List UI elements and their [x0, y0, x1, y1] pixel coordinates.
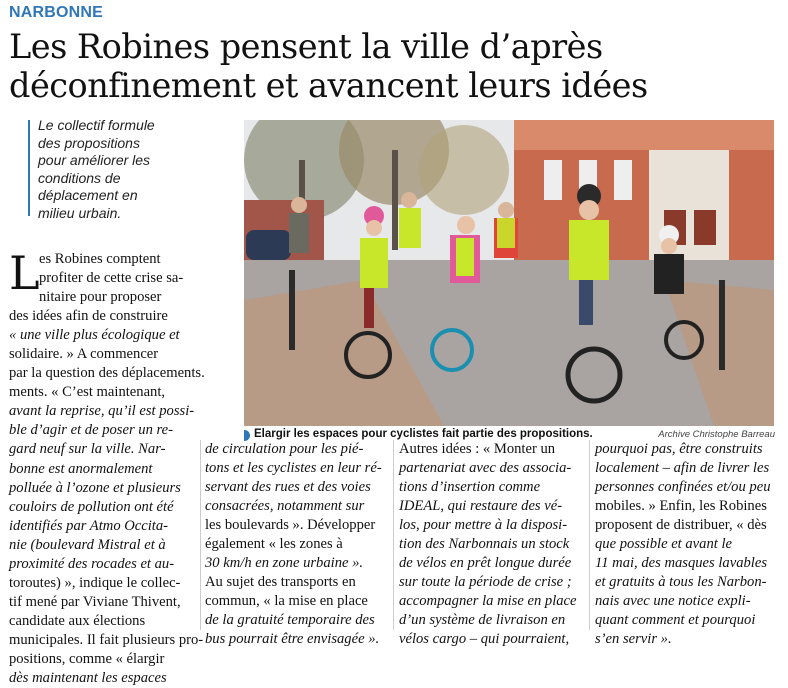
- chapeau-line: déplacement en: [38, 187, 138, 203]
- article-line: commun, « la mise en place: [205, 593, 368, 610]
- article-column-2: [205, 440, 391, 650]
- article-line: Au sujet des transports en: [205, 574, 356, 591]
- column-rule: [393, 440, 394, 630]
- article-line: localement – afin de livrer les: [595, 460, 770, 477]
- article-line: ments. « C’est maintenant,: [9, 384, 166, 401]
- article-line: personnes confinées et/ou peu: [595, 479, 771, 496]
- column-rule: [589, 440, 590, 630]
- article-line: tif mené par Viviane Thivent,: [9, 593, 181, 610]
- article-column-1: [9, 246, 205, 688]
- caption-text: Elargir les espaces pour cyclistes fait partie des propositions.: [254, 428, 593, 440]
- article-line: que possible et avant le: [595, 536, 732, 553]
- article-line: s’en servir ».: [595, 631, 672, 648]
- article-line: es Robines comptent: [39, 251, 161, 267]
- article-line: vélos cargo – qui pourraient,: [399, 631, 570, 648]
- article-line: quant comment et pourquoi: [595, 612, 756, 629]
- article-line: accompagner la mise en place: [399, 593, 577, 610]
- article-line: et gratuits à tous les Narbon-: [595, 574, 767, 591]
- chapeau-rule: [28, 120, 30, 216]
- article-line: solidaire. » A commencer: [9, 346, 159, 363]
- article-line: d’un système de livraison en: [399, 612, 566, 629]
- article-line: tion des Narbonnais un stock: [399, 536, 570, 553]
- article-line: des idées afin de construire: [9, 308, 168, 325]
- chapeau: [38, 117, 238, 222]
- news-photo: [244, 120, 774, 426]
- article-line: candidate aux élections: [9, 612, 146, 629]
- article-line: dès maintenant les espaces: [9, 670, 167, 687]
- headline-line: déconfinement et avancent leurs idées: [9, 66, 648, 105]
- article-line: polluée à l’ozone et plusieurs: [9, 479, 181, 496]
- article-line: nie (boulevard Mistral et à: [9, 536, 166, 553]
- article-line: gard neuf sur la ville. Nar-: [9, 441, 166, 458]
- article-line: pourquoi pas, être construits: [595, 441, 763, 457]
- article-line: de vélos en prêt longue durée: [399, 555, 572, 572]
- headline: [9, 27, 779, 105]
- article-line: par la question des déplacements.: [9, 365, 205, 382]
- article-line: couloirs de pollution ont été: [9, 498, 174, 515]
- article-line: de la gratuité temporaire des: [205, 612, 375, 629]
- article-line: avant la reprise, qu’il est possi-: [9, 403, 195, 420]
- article-line: identifiés par Atmo Occita-: [9, 517, 169, 534]
- article-line: servant des rues et des voies: [205, 479, 371, 496]
- article-line: « une ville plus écologique et: [9, 327, 180, 344]
- section-label: NARBONNE: [9, 4, 104, 21]
- article-line: nais avec une notice expli-: [595, 593, 751, 610]
- article-line: bonne est anormalement: [9, 460, 153, 477]
- article-column-3: [399, 440, 585, 650]
- headline-line: Les Robines pensent la ville d’après: [9, 27, 603, 66]
- article-line: nitaire pour proposer: [39, 289, 162, 306]
- article-line: ble d’agir et de poser un re-: [9, 422, 174, 439]
- photo-credit: Archive Christophe Barreau: [658, 429, 775, 440]
- article-line: de circulation pour les pié-: [205, 441, 364, 457]
- dropcap: L: [9, 246, 40, 300]
- chapeau-line: Le collectif formule: [38, 117, 155, 133]
- article-line: Autres idées : « Monter un: [399, 441, 556, 457]
- article-line: profiter de cette crise sa-: [39, 270, 184, 287]
- article-column-4: [595, 440, 781, 650]
- article-line: los, pour mettre à la disposi-: [399, 517, 568, 534]
- article-line: tions d’insertion comme: [399, 479, 541, 496]
- article-line: partenariat avec des associa-: [399, 460, 572, 477]
- article-line: positions, comme « élargir: [9, 650, 165, 667]
- article-line: les boulevards ». Développer: [205, 517, 376, 534]
- chapeau-line: des propositions: [38, 134, 140, 151]
- chapeau-line: milieu urbain.: [38, 204, 122, 221]
- chapeau-line: conditions de: [38, 169, 121, 186]
- article-line: proximité des rocades et au-: [9, 555, 175, 572]
- article-line: municipales. Il fait plusieurs pro-: [9, 631, 204, 648]
- article-line: 30 km/h en zone urbaine ».: [205, 555, 364, 572]
- photo-illustration: [244, 120, 774, 426]
- column-rule: [200, 440, 201, 630]
- chapeau-line: pour améliorer les: [38, 152, 151, 168]
- article-line: mobiles. » Enfin, les Robines: [595, 498, 767, 515]
- article-line: bus pourrait être envisagée ».: [205, 631, 380, 648]
- article-line: toroutes) », indique le collec-: [9, 574, 181, 591]
- article-line: sur toute la période de crise ;: [399, 574, 572, 591]
- article-line: IDEAL, qui restaure des vé-: [399, 498, 563, 515]
- article-line: tons et les cyclistes en leur ré-: [205, 460, 382, 477]
- article-line: proposent de distribuer, « dès: [595, 517, 767, 534]
- article-line: consacrées, notamment sur: [205, 498, 365, 515]
- article-line: également « les zones à: [205, 536, 343, 553]
- article-line: 11 mai, des masques lavables: [595, 555, 767, 572]
